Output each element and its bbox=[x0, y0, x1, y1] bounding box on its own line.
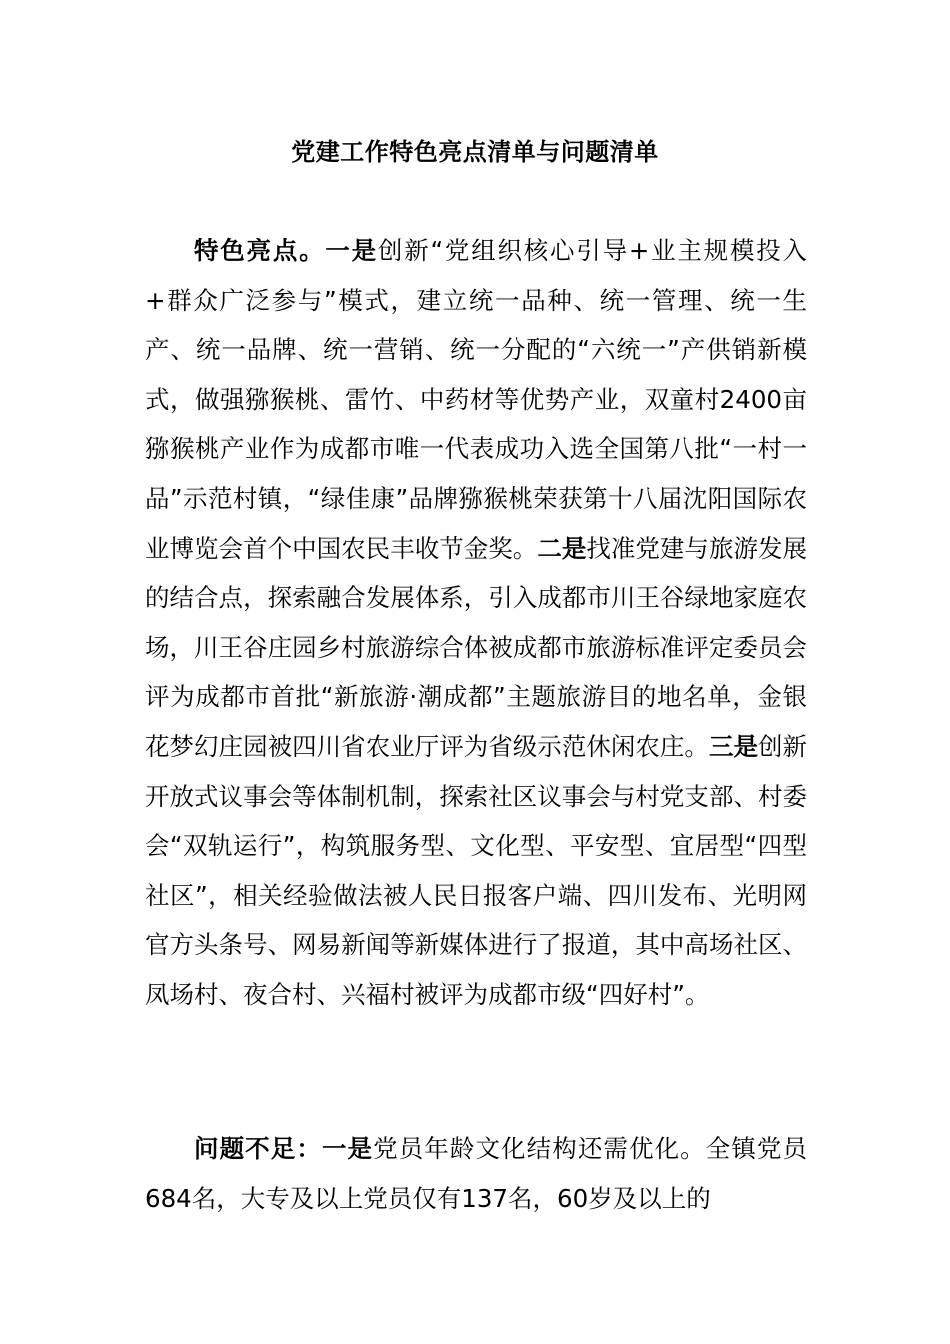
paragraph-highlights bbox=[145, 226, 807, 1020]
document-title: 党建工作特色亮点清单与问题清单 bbox=[291, 138, 659, 166]
point-two-lead: 二是 bbox=[537, 533, 587, 563]
point-three-lead: 三是 bbox=[708, 731, 758, 761]
point-three-text: 创新开放式议事会等体制机制，探索社区议事会与村党支部、村委会“双轨运行”，构筑服务型、文化型、平安型、宜居型“四型社区”，相关经验做法被人民日报客户端、四川发布、光明网官方头条号、网易新闻等新媒体进行了报道，其中高场社区、凤场村、夜合村、兴福村被评为成都市级“四好村”。 bbox=[145, 731, 808, 1009]
point-one-text: 创新“党组织核心引导+业主规模投入+群众广泛参与”模式，建立统一品种、统一管理、统一生产、统一品牌、统一营销、统一分配的“六统一”产供销新模式，做强猕猴桃、雷竹、中药材等优势产业，双童村2400亩猕猴桃产业作为成都市唯一代表成功入选全国第八批“一村一品”示范村镇，“绿佳康”品牌猕猴桃荣获第十八届沈阳国际农业博览会首个中国农民丰收节金奖。 bbox=[145, 236, 807, 563]
paragraph-problems bbox=[145, 1124, 807, 1223]
problem-one-lead: 一是 bbox=[321, 1134, 374, 1163]
highlights-heading: 特色亮点。 bbox=[194, 236, 326, 265]
point-one-lead: 一是 bbox=[325, 236, 378, 265]
problem-one-text: 党员年龄文化结构还需优化。全镇党员684名，大专及以上党员仅有137名，60岁及以上的 bbox=[145, 1134, 808, 1213]
point-two-text: 找准党建与旅游发展的结合点，探索融合发展体系，引入成都市川王谷绿地家庭农场，川王谷庄园乡村旅游综合体被成都市旅游标准评定委员会评为成都市首批“新旅游·潮成都”主题旅游目的地名单，金银花梦幻庄园被四川省农业厅评为省级示范休闲农庄。 bbox=[145, 533, 808, 761]
problems-heading: 问题不足： bbox=[194, 1134, 322, 1163]
